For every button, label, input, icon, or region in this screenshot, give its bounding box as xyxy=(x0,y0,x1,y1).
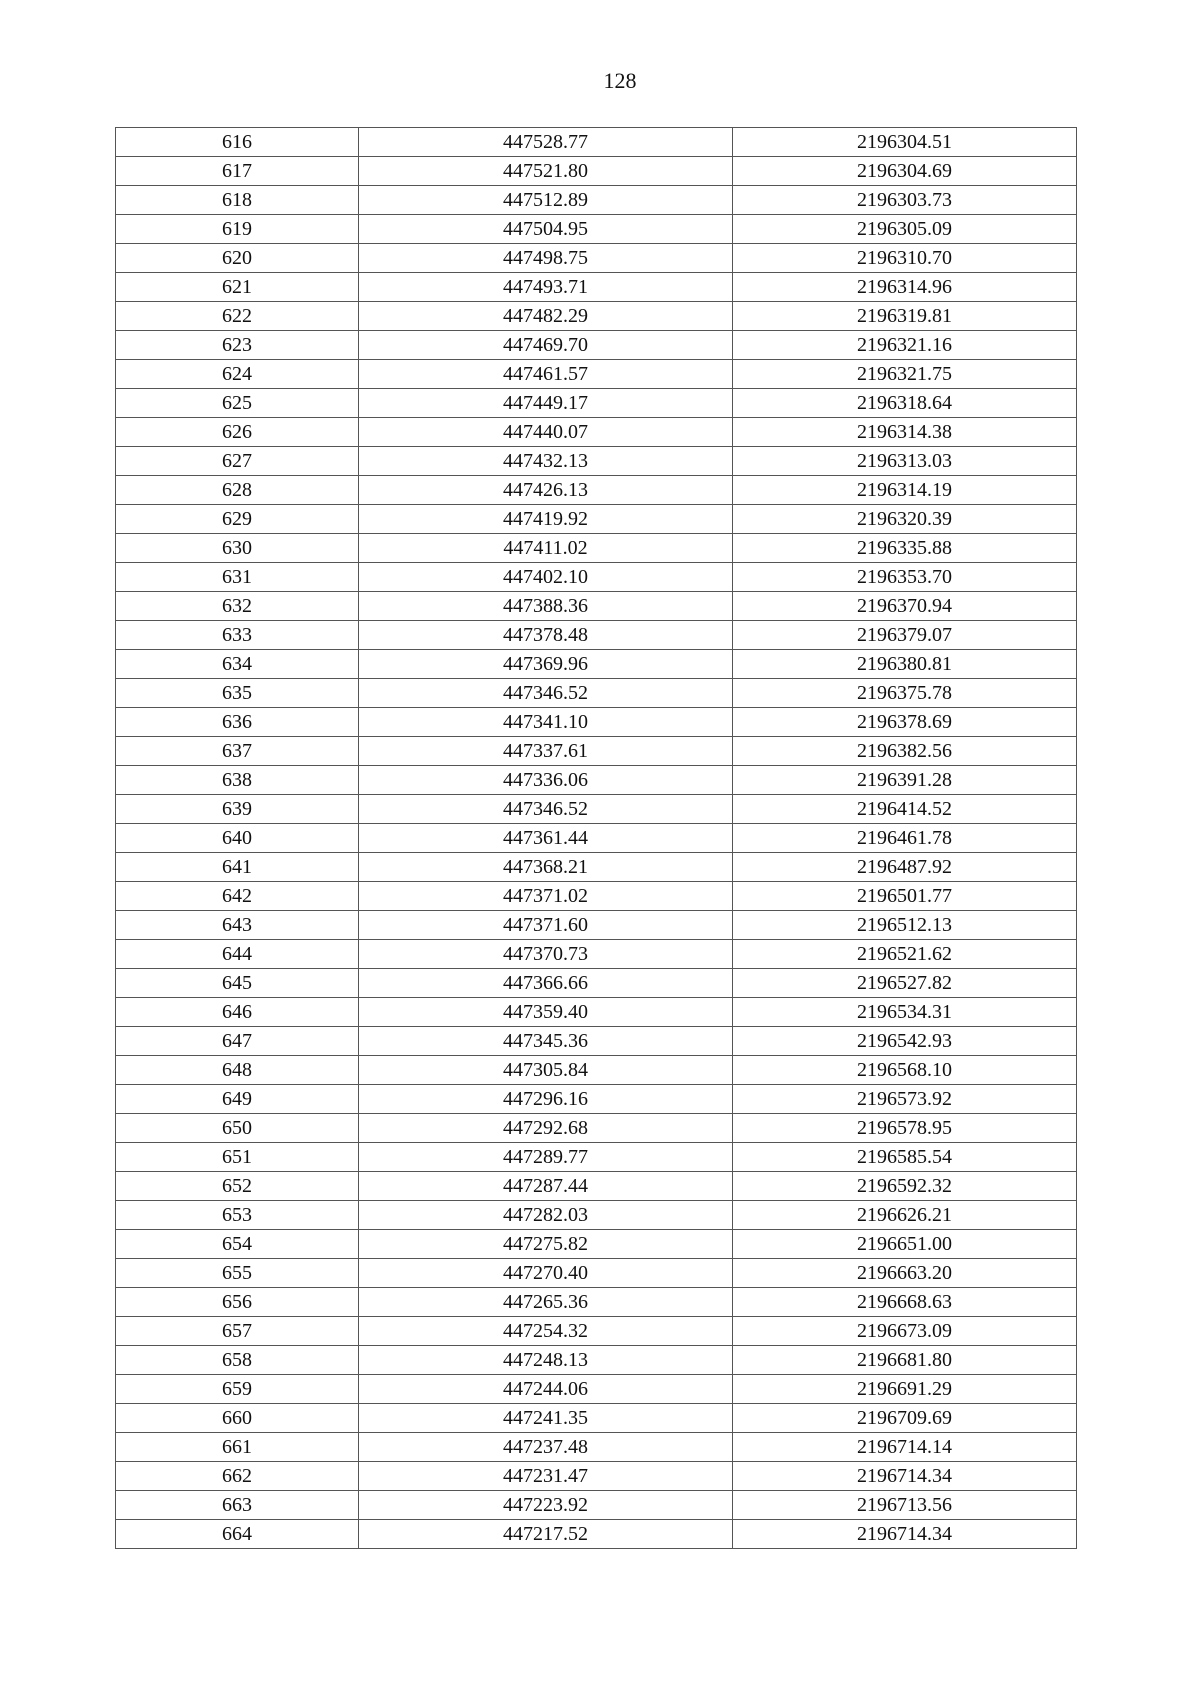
y-coordinate-cell: 2196487.92 xyxy=(733,853,1077,882)
point-number-cell: 618 xyxy=(116,186,359,215)
coordinate-table-body xyxy=(116,128,1077,1549)
table-row xyxy=(116,1491,1077,1520)
y-coordinate-cell: 2196304.69 xyxy=(733,157,1077,186)
table-row xyxy=(116,302,1077,331)
table-row xyxy=(116,563,1077,592)
y-coordinate-cell: 2196314.96 xyxy=(733,273,1077,302)
x-coordinate-cell: 447248.13 xyxy=(359,1346,733,1375)
x-coordinate-cell: 447370.73 xyxy=(359,940,733,969)
y-coordinate-cell: 2196305.09 xyxy=(733,215,1077,244)
table-row xyxy=(116,215,1077,244)
x-coordinate-cell: 447368.21 xyxy=(359,853,733,882)
table-row xyxy=(116,679,1077,708)
x-coordinate-cell: 447337.61 xyxy=(359,737,733,766)
y-coordinate-cell: 2196461.78 xyxy=(733,824,1077,853)
y-coordinate-cell: 2196318.64 xyxy=(733,389,1077,418)
y-coordinate-cell: 2196370.94 xyxy=(733,592,1077,621)
x-coordinate-cell: 447287.44 xyxy=(359,1172,733,1201)
table-row xyxy=(116,476,1077,505)
x-coordinate-cell: 447346.52 xyxy=(359,679,733,708)
point-number-cell: 663 xyxy=(116,1491,359,1520)
x-coordinate-cell: 447275.82 xyxy=(359,1230,733,1259)
table-row xyxy=(116,1433,1077,1462)
point-number-cell: 638 xyxy=(116,766,359,795)
x-coordinate-cell: 447432.13 xyxy=(359,447,733,476)
y-coordinate-cell: 2196691.29 xyxy=(733,1375,1077,1404)
x-coordinate-cell: 447305.84 xyxy=(359,1056,733,1085)
point-number-cell: 642 xyxy=(116,882,359,911)
table-row xyxy=(116,766,1077,795)
point-number-cell: 651 xyxy=(116,1143,359,1172)
x-coordinate-cell: 447469.70 xyxy=(359,331,733,360)
point-number-cell: 650 xyxy=(116,1114,359,1143)
point-number-cell: 633 xyxy=(116,621,359,650)
y-coordinate-cell: 2196527.82 xyxy=(733,969,1077,998)
table-row xyxy=(116,1172,1077,1201)
point-number-cell: 656 xyxy=(116,1288,359,1317)
x-coordinate-cell: 447528.77 xyxy=(359,128,733,157)
x-coordinate-cell: 447244.06 xyxy=(359,1375,733,1404)
point-number-cell: 625 xyxy=(116,389,359,418)
x-coordinate-cell: 447482.29 xyxy=(359,302,733,331)
y-coordinate-cell: 2196335.88 xyxy=(733,534,1077,563)
point-number-cell: 660 xyxy=(116,1404,359,1433)
point-number-cell: 645 xyxy=(116,969,359,998)
x-coordinate-cell: 447493.71 xyxy=(359,273,733,302)
x-coordinate-cell: 447411.02 xyxy=(359,534,733,563)
x-coordinate-cell: 447402.10 xyxy=(359,563,733,592)
y-coordinate-cell: 2196709.69 xyxy=(733,1404,1077,1433)
y-coordinate-cell: 2196320.39 xyxy=(733,505,1077,534)
point-number-cell: 639 xyxy=(116,795,359,824)
y-coordinate-cell: 2196314.38 xyxy=(733,418,1077,447)
y-coordinate-cell: 2196314.19 xyxy=(733,476,1077,505)
x-coordinate-cell: 447359.40 xyxy=(359,998,733,1027)
table-row xyxy=(116,1259,1077,1288)
x-coordinate-cell: 447366.66 xyxy=(359,969,733,998)
point-number-cell: 662 xyxy=(116,1462,359,1491)
x-coordinate-cell: 447341.10 xyxy=(359,708,733,737)
y-coordinate-cell: 2196663.20 xyxy=(733,1259,1077,1288)
y-coordinate-cell: 2196568.10 xyxy=(733,1056,1077,1085)
point-number-cell: 629 xyxy=(116,505,359,534)
y-coordinate-cell: 2196534.31 xyxy=(733,998,1077,1027)
point-number-cell: 632 xyxy=(116,592,359,621)
table-row xyxy=(116,244,1077,273)
x-coordinate-cell: 447521.80 xyxy=(359,157,733,186)
point-number-cell: 659 xyxy=(116,1375,359,1404)
table-row xyxy=(116,418,1077,447)
point-number-cell: 628 xyxy=(116,476,359,505)
x-coordinate-cell: 447282.03 xyxy=(359,1201,733,1230)
y-coordinate-cell: 2196313.03 xyxy=(733,447,1077,476)
point-number-cell: 640 xyxy=(116,824,359,853)
x-coordinate-cell: 447217.52 xyxy=(359,1520,733,1549)
point-number-cell: 627 xyxy=(116,447,359,476)
table-row xyxy=(116,737,1077,766)
table-row xyxy=(116,447,1077,476)
table-row xyxy=(116,534,1077,563)
x-coordinate-cell: 447426.13 xyxy=(359,476,733,505)
y-coordinate-cell: 2196592.32 xyxy=(733,1172,1077,1201)
x-coordinate-cell: 447241.35 xyxy=(359,1404,733,1433)
table-row xyxy=(116,1375,1077,1404)
y-coordinate-cell: 2196668.63 xyxy=(733,1288,1077,1317)
y-coordinate-cell: 2196379.07 xyxy=(733,621,1077,650)
table-row xyxy=(116,157,1077,186)
point-number-cell: 623 xyxy=(116,331,359,360)
x-coordinate-cell: 447440.07 xyxy=(359,418,733,447)
table-row xyxy=(116,1462,1077,1491)
point-number-cell: 631 xyxy=(116,563,359,592)
table-row xyxy=(116,1288,1077,1317)
table-row xyxy=(116,1346,1077,1375)
table-row xyxy=(116,128,1077,157)
table-row xyxy=(116,360,1077,389)
table-row xyxy=(116,1027,1077,1056)
table-row xyxy=(116,824,1077,853)
x-coordinate-cell: 447289.77 xyxy=(359,1143,733,1172)
y-coordinate-cell: 2196382.56 xyxy=(733,737,1077,766)
x-coordinate-cell: 447369.96 xyxy=(359,650,733,679)
x-coordinate-cell: 447371.02 xyxy=(359,882,733,911)
x-coordinate-cell: 447292.68 xyxy=(359,1114,733,1143)
y-coordinate-cell: 2196714.34 xyxy=(733,1462,1077,1491)
x-coordinate-cell: 447254.32 xyxy=(359,1317,733,1346)
y-coordinate-cell: 2196713.56 xyxy=(733,1491,1077,1520)
point-number-cell: 647 xyxy=(116,1027,359,1056)
x-coordinate-cell: 447223.92 xyxy=(359,1491,733,1520)
point-number-cell: 664 xyxy=(116,1520,359,1549)
y-coordinate-cell: 2196378.69 xyxy=(733,708,1077,737)
table-row xyxy=(116,186,1077,215)
point-number-cell: 643 xyxy=(116,911,359,940)
x-coordinate-cell: 447378.48 xyxy=(359,621,733,650)
point-number-cell: 652 xyxy=(116,1172,359,1201)
x-coordinate-cell: 447345.36 xyxy=(359,1027,733,1056)
x-coordinate-cell: 447388.36 xyxy=(359,592,733,621)
table-row xyxy=(116,853,1077,882)
y-coordinate-cell: 2196673.09 xyxy=(733,1317,1077,1346)
x-coordinate-cell: 447265.36 xyxy=(359,1288,733,1317)
table-row xyxy=(116,911,1077,940)
y-coordinate-cell: 2196380.81 xyxy=(733,650,1077,679)
x-coordinate-cell: 447504.95 xyxy=(359,215,733,244)
point-number-cell: 649 xyxy=(116,1085,359,1114)
point-number-cell: 621 xyxy=(116,273,359,302)
point-number-cell: 653 xyxy=(116,1201,359,1230)
point-number-cell: 635 xyxy=(116,679,359,708)
x-coordinate-cell: 447336.06 xyxy=(359,766,733,795)
table-row xyxy=(116,940,1077,969)
x-coordinate-cell: 447361.44 xyxy=(359,824,733,853)
y-coordinate-cell: 2196321.16 xyxy=(733,331,1077,360)
point-number-cell: 661 xyxy=(116,1433,359,1462)
point-number-cell: 634 xyxy=(116,650,359,679)
point-number-cell: 657 xyxy=(116,1317,359,1346)
y-coordinate-cell: 2196512.13 xyxy=(733,911,1077,940)
x-coordinate-cell: 447270.40 xyxy=(359,1259,733,1288)
y-coordinate-cell: 2196319.81 xyxy=(733,302,1077,331)
point-number-cell: 644 xyxy=(116,940,359,969)
y-coordinate-cell: 2196714.14 xyxy=(733,1433,1077,1462)
table-row xyxy=(116,505,1077,534)
x-coordinate-cell: 447419.92 xyxy=(359,505,733,534)
point-number-cell: 616 xyxy=(116,128,359,157)
point-number-cell: 620 xyxy=(116,244,359,273)
point-number-cell: 641 xyxy=(116,853,359,882)
x-coordinate-cell: 447512.89 xyxy=(359,186,733,215)
point-number-cell: 655 xyxy=(116,1259,359,1288)
table-row xyxy=(116,331,1077,360)
point-number-cell: 617 xyxy=(116,157,359,186)
x-coordinate-cell: 447498.75 xyxy=(359,244,733,273)
table-row xyxy=(116,1056,1077,1085)
y-coordinate-cell: 2196521.62 xyxy=(733,940,1077,969)
y-coordinate-cell: 2196353.70 xyxy=(733,563,1077,592)
y-coordinate-cell: 2196626.21 xyxy=(733,1201,1077,1230)
table-row xyxy=(116,795,1077,824)
table-row xyxy=(116,998,1077,1027)
table-row xyxy=(116,1230,1077,1259)
point-number-cell: 646 xyxy=(116,998,359,1027)
table-row xyxy=(116,1520,1077,1549)
y-coordinate-cell: 2196651.00 xyxy=(733,1230,1077,1259)
y-coordinate-cell: 2196391.28 xyxy=(733,766,1077,795)
point-number-cell: 630 xyxy=(116,534,359,563)
point-number-cell: 619 xyxy=(116,215,359,244)
y-coordinate-cell: 2196542.93 xyxy=(733,1027,1077,1056)
y-coordinate-cell: 2196375.78 xyxy=(733,679,1077,708)
x-coordinate-cell: 447231.47 xyxy=(359,1462,733,1491)
table-row xyxy=(116,969,1077,998)
x-coordinate-cell: 447449.17 xyxy=(359,389,733,418)
x-coordinate-cell: 447371.60 xyxy=(359,911,733,940)
point-number-cell: 624 xyxy=(116,360,359,389)
x-coordinate-cell: 447237.48 xyxy=(359,1433,733,1462)
x-coordinate-cell: 447346.52 xyxy=(359,795,733,824)
table-row xyxy=(116,1201,1077,1230)
table-row xyxy=(116,1317,1077,1346)
table-row xyxy=(116,650,1077,679)
y-coordinate-cell: 2196321.75 xyxy=(733,360,1077,389)
point-number-cell: 637 xyxy=(116,737,359,766)
table-row xyxy=(116,592,1077,621)
point-number-cell: 658 xyxy=(116,1346,359,1375)
y-coordinate-cell: 2196585.54 xyxy=(733,1143,1077,1172)
x-coordinate-cell: 447296.16 xyxy=(359,1085,733,1114)
y-coordinate-cell: 2196501.77 xyxy=(733,882,1077,911)
table-row xyxy=(116,1114,1077,1143)
y-coordinate-cell: 2196578.95 xyxy=(733,1114,1077,1143)
y-coordinate-cell: 2196304.51 xyxy=(733,128,1077,157)
point-number-cell: 654 xyxy=(116,1230,359,1259)
y-coordinate-cell: 2196303.73 xyxy=(733,186,1077,215)
point-number-cell: 626 xyxy=(116,418,359,447)
table-row xyxy=(116,1404,1077,1433)
y-coordinate-cell: 2196310.70 xyxy=(733,244,1077,273)
y-coordinate-cell: 2196714.34 xyxy=(733,1520,1077,1549)
table-row xyxy=(116,389,1077,418)
point-number-cell: 636 xyxy=(116,708,359,737)
y-coordinate-cell: 2196573.92 xyxy=(733,1085,1077,1114)
point-number-cell: 648 xyxy=(116,1056,359,1085)
table-row xyxy=(116,1143,1077,1172)
point-number-cell: 622 xyxy=(116,302,359,331)
table-row xyxy=(116,882,1077,911)
y-coordinate-cell: 2196681.80 xyxy=(733,1346,1077,1375)
y-coordinate-cell: 2196414.52 xyxy=(733,795,1077,824)
table-row xyxy=(116,273,1077,302)
table-row xyxy=(116,708,1077,737)
x-coordinate-cell: 447461.57 xyxy=(359,360,733,389)
page-number: 128 xyxy=(603,68,637,93)
table-row xyxy=(116,1085,1077,1114)
table-row xyxy=(116,621,1077,650)
coordinate-table xyxy=(115,127,1077,1549)
